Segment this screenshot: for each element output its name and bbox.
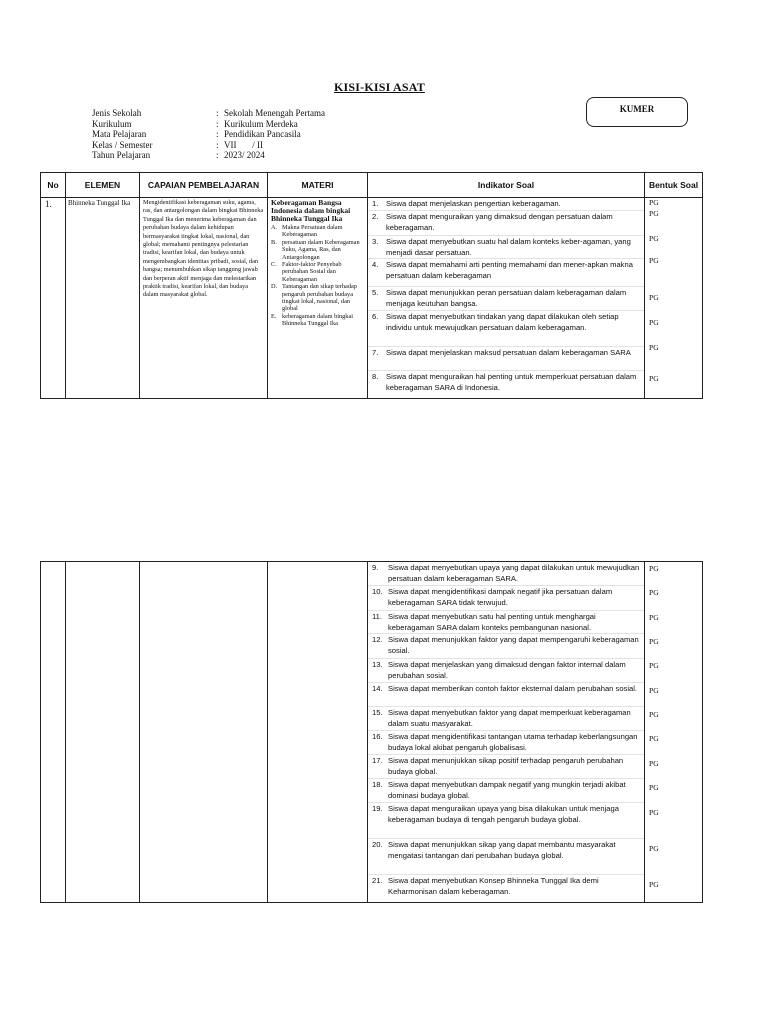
meta-value: Sekolah Menengah Pertama: [224, 108, 325, 118]
materi-item: D. Tantangan dan sikap terhadap pengaruh perubahan budaya tingkat lokal, nasional, dan global: [271, 283, 357, 313]
meta-row-subject: Mata Pelajaran : Pendidikan Pancasila: [92, 129, 301, 139]
indikator-item: 7. Siswa dapat menjelaskan maksud persatuan dalam keberagaman SARA: [368, 347, 644, 371]
materi-cell-empty: [268, 562, 368, 903]
indikator-item: 21. Siswa dapat menyebutkan Konsep Bhinneka Tunggal Ika demi Keharmonisan dalam keberagaman.: [372, 876, 599, 896]
elemen-cell-empty: [66, 562, 140, 903]
indikator-item: 10. Siswa dapat mengidentifikasi dampak negatif jika persatuan dalam keberagaman SARA tidak terwujud.: [368, 586, 644, 611]
bentuk-soal-value: PG: [649, 343, 659, 352]
meta-label: Mata Pelajaran: [92, 129, 147, 139]
indikator-item: 18. Siswa dapat menyebutkan dampak negatif yang mungkin terjadi akibat dominasi budaya global.: [368, 779, 644, 803]
indikator-item: 9. Siswa dapat menyebutkan upaya yang dapat dilakukan untuk mewujudkan persatuan dalam keberagaman SARA.: [368, 562, 644, 586]
indikator-item: 17. Siswa dapat menunjukkan sikap positif terhadap pengaruh perubahan budaya global.: [368, 755, 644, 779]
meta-label: Kelas / Semester: [92, 139, 153, 150]
bentuk-soal-value: PG: [649, 564, 659, 573]
indikator-item: 2. Siswa dapat menguraikan yang dimaksud dengan persatuan dalam keberagaman.: [368, 211, 644, 236]
indikator-item: 16. Siswa dapat mengidentifikasi tantangan utama terhadap keberlangsungan budaya lokal akibat pengaruh globalisasi.: [368, 731, 644, 755]
capaian-cell-empty: [140, 562, 268, 903]
materi-list: [271, 224, 364, 328]
row-number: 1.: [41, 198, 66, 399]
capaian-pembelajaran-cell: Mengidentifikasi keberagaman suku, agama, ras, dan antargolongan dalam bingkai Bhinneka Tunggal Ika dan menerima keberagaman dan perubahan budaya dalam kehidupan bermasyarakat tingkat lokal, nasional, dan global; memahami pentingnya pelestarian tradisi, kearifan lokal, dan budaya untuk mengembangkan identitas pribadi, sosial, dan bangsa; menumbuhkan sikap tanggung jawab dan berperan aktif menjaga dan melestarikan praktik tradisi, kearifan lokal, dan budaya dalam masyarakat global.: [140, 198, 268, 399]
indikator-item: 5. Siswa dapat menunjukkan peran persatuan dalam keberagaman dalam menjaga keutuhan bangsa.: [368, 287, 644, 311]
meta-row-curriculum: Kurikulum : Kurikulum Merdeka: [92, 118, 298, 129]
kisi-kisi-table-continued: [40, 561, 703, 903]
elemen-cell: Bhinneka Tunggal Ika: [66, 198, 140, 399]
bentuk-soal-value: PG: [649, 783, 659, 792]
table-row: [41, 198, 703, 399]
bentuk-soal-value: PG: [649, 318, 659, 327]
meta-row-class: Kelas / Semester : VII / II: [92, 139, 263, 150]
indikator-item: 8. Siswa dapat menguraikan hal penting untuk memperkuat persatuan dalam keberagaman SARA di Indonesia.: [372, 372, 637, 392]
bentuk-soal-value: PG: [649, 880, 659, 889]
indikator-item: 19. Siswa dapat menguraikan upaya yang bisa dilakukan untuk menjaga keberagaman budaya di tengah pengaruh budaya global.: [368, 803, 644, 839]
indikator-item: 3. Siswa dapat menyebutkan suatu hal dalam konteks keber-agaman, yang menjadi dasar persatuan.: [368, 236, 644, 259]
indikator-item: 14. Siswa dapat memberikan contoh faktor eksternal dalam perubahan sosial.: [368, 683, 644, 707]
header-capaian: CAPAIAN PEMBELAJARAN: [140, 173, 268, 198]
kumer-box: KUMER: [586, 97, 688, 127]
materi-item: C. Faktor-faktor Penyebab perubahan Sosial dan Keberagaman: [271, 261, 342, 283]
document-title: KISI-KISI ASAT: [334, 80, 425, 94]
header-indikator: Indikator Soal: [368, 173, 645, 198]
header-materi: MATERI: [268, 173, 368, 198]
bentuk-soal-value: PG: [649, 613, 659, 622]
bentuk-soal-value: PG: [649, 710, 659, 719]
kisi-kisi-table: [40, 172, 703, 399]
bentuk-soal-value: PG: [649, 637, 659, 646]
meta-row-school: Jenis Sekolah : Sekolah Menengah Pertama: [92, 108, 325, 118]
materi-title: Keberagaman Bangsa Indonesia dalam bingkai Bhinneka Tunggal Ika: [271, 198, 351, 223]
materi-item: B. persatuan dalam Keberagaman Suku, Agama, Ras, dan Antargolongan: [271, 238, 360, 261]
meta-value: Pendidikan Pancasila: [224, 129, 301, 139]
bentuk-soal-value: PG: [649, 686, 659, 695]
materi-item: A. Makna Persatuan dalam Keberagaman: [271, 224, 343, 239]
row-number-empty: [41, 562, 66, 903]
indikator-item: 1. Siswa dapat menjelaskan pengertian keberagaman.: [368, 198, 644, 211]
bentuk-soal-value: PG: [649, 374, 659, 383]
indikator-cell: [368, 198, 645, 399]
meta-value: Kurikulum Merdeka: [224, 118, 298, 129]
table-header-row: [41, 173, 703, 198]
header-no: No: [41, 173, 66, 198]
bentuk-soal-cell: [645, 562, 703, 903]
meta-value: 2023/ 2024: [224, 150, 265, 160]
bentuk-soal-value: PG: [649, 293, 659, 302]
indikator-item: 4. Siswa dapat memahami arti penting memahami dan mener-apkan makna persatuan dalam keberagaman: [368, 259, 644, 287]
identity-block: [92, 108, 325, 161]
indikator-item: 11. Siswa dapat menyebutkan satu hal penting untuk menghargai keberagaman SARA dalam konteks pembangunan nasional.: [368, 611, 644, 634]
bentuk-soal-value: PG: [649, 661, 659, 670]
indikator-item: 15. Siswa dapat menyebutkan faktor yang dapat memperkuat keberagaman dalam suatu masyarakat.: [368, 707, 644, 731]
bentuk-soal-value: PG: [649, 198, 659, 207]
indikator-item: 6. Siswa dapat menyebutkan tindakan yang dapat dilakukan oleh setiap individu untuk mewujudkan persatuan dalam keberagaman.: [368, 311, 644, 347]
meta-label: Tahun Pelajaran: [92, 150, 151, 160]
materi-item: E. keberagaman dalam bingkai Bhinneka Tunggal Ika: [271, 312, 353, 328]
header-bentuk-soal: Bentuk Soal: [645, 173, 703, 198]
header-elemen: ELEMEN: [66, 173, 140, 198]
indikator-item: 20. Siswa dapat menunjukkan sikap yang dapat membantu masyarakat mengatasi tantangan dari perubahan budaya global.: [368, 839, 644, 875]
bentuk-soal-value: PG: [649, 234, 659, 243]
bentuk-soal-value: PG: [649, 759, 659, 768]
bentuk-soal-value: PG: [649, 588, 659, 597]
bentuk-soal-value: PG: [649, 209, 659, 218]
bentuk-soal-cell: [645, 198, 703, 399]
indikator-cell: [368, 562, 645, 903]
table-row: [41, 562, 703, 903]
bentuk-soal-value: PG: [649, 844, 659, 853]
meta-value: VII / II: [224, 139, 263, 150]
meta-label: Jenis Sekolah: [92, 108, 142, 118]
bentuk-soal-value: PG: [649, 734, 659, 743]
bentuk-soal-value: PG: [649, 808, 659, 817]
meta-label: Kurikulum: [92, 118, 132, 129]
materi-cell: [268, 198, 368, 399]
indikator-item: 13. Siswa dapat menjelaskan yang dimaksud dengan faktor internal dalam perubahan sosial.: [368, 659, 644, 683]
bentuk-soal-value: PG: [649, 256, 659, 265]
meta-row-year: Tahun Pelajaran : 2023/ 2024: [92, 150, 265, 160]
indikator-item: 12. Siswa dapat menunjukkan faktor yang dapat mempengaruhi keberagaman sosial.: [368, 634, 644, 659]
